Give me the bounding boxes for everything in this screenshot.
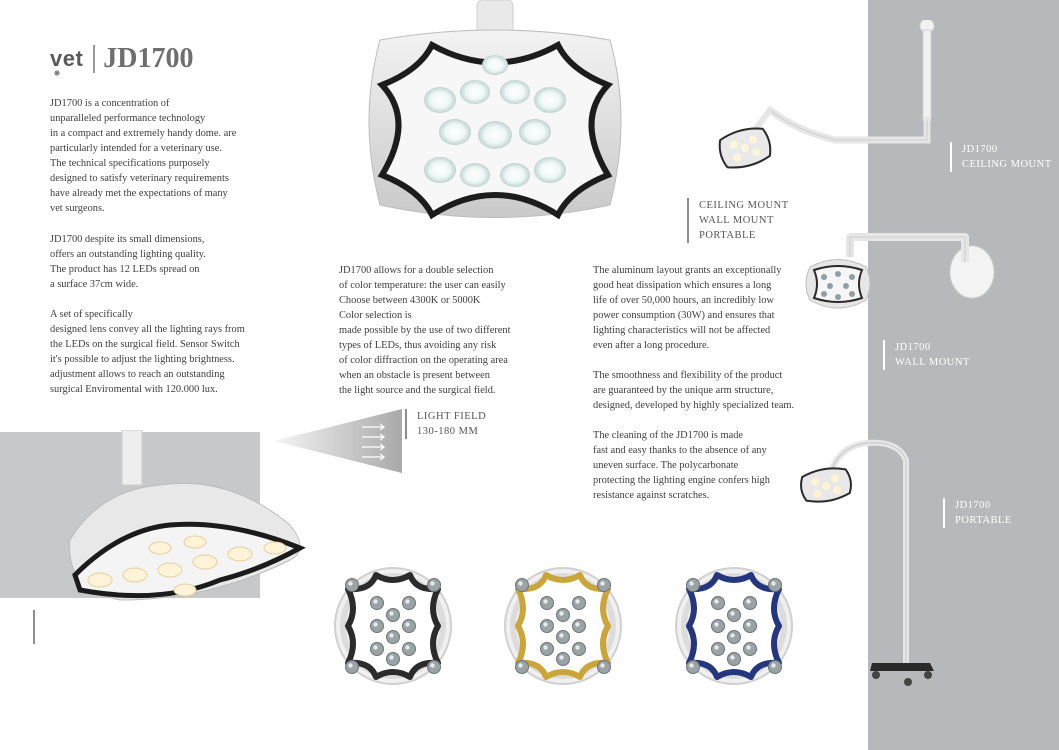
light-field-label bbox=[405, 409, 486, 439]
ceiling-mount-lamp-image bbox=[715, 20, 945, 170]
mount-options-list bbox=[687, 198, 789, 243]
portable-label-type: PORTABLE bbox=[955, 515, 1012, 526]
dimensions-paragraph: JD1700 despite its small dimensions, offers an outstanding lighting quality. The product has 12 LEDs spread on a surface 37cm wide. bbox=[50, 234, 206, 290]
intro-paragraph: JD1700 is a concentration of unparalleled performance technology in a compact and extremely handy dome. are particularly intended for a veterinary use. The technical specifications purposely designed to satisfy veterinary requirements have already met the expectations of many vet surgeons. bbox=[50, 98, 237, 214]
lens-paragraph: A set of specifically designed lens convey all the lighting rays from the LEDs on the surgical field. Sensor Switch it's possible to adjust the lighting brightness. adjustment allows to reach an outstanding surgical Enviromental with 120.000 lux. bbox=[50, 309, 245, 395]
mount-option-wall: WALL MOUNT bbox=[699, 215, 774, 226]
light-field-range: 130-180 MM bbox=[417, 426, 479, 437]
brand-logo bbox=[50, 46, 83, 72]
wall-label-model: JD1700 bbox=[895, 342, 931, 353]
lamp-variant-black bbox=[330, 563, 456, 689]
portable-lamp-image bbox=[800, 435, 940, 690]
lamp-variant-gold bbox=[500, 563, 626, 689]
portable-label bbox=[943, 498, 1012, 528]
ceiling-label-type: CEILING MOUNT bbox=[962, 159, 1052, 170]
wall-mount-label bbox=[883, 340, 970, 370]
brand-header bbox=[50, 43, 194, 75]
color-temperature-paragraph: JD1700 allows for a double selection of color temperature: the user can easily Choose between 4300K or 5000K Color selection is made possible by the use of two different types of LEDs, thus avoiding any risk of color diffraction on the operating area when an obstacle is present between the light source and the surgical field. bbox=[339, 265, 511, 396]
wall-label-type: WALL MOUNT bbox=[895, 357, 970, 368]
brand-logo-text: vet bbox=[50, 46, 84, 71]
arm-structure-paragraph: The smoothness and flexibility of the product are guaranteed by the unique arm structure, designed, developed by highly specialized team. bbox=[593, 370, 795, 411]
light-field-title: LIGHT FIELD bbox=[417, 411, 487, 422]
ceiling-mount-label bbox=[950, 142, 1052, 172]
asterisk-icon bbox=[54, 70, 60, 76]
mount-option-portable: PORTABLE bbox=[699, 230, 756, 241]
wall-mount-lamp-image bbox=[800, 222, 1000, 322]
brand-divider bbox=[93, 45, 95, 73]
hero-lamp-front-image bbox=[360, 0, 630, 235]
decorative-divider bbox=[33, 610, 35, 644]
cleaning-paragraph: The cleaning of the JD1700 is made fast and easy thanks to the absence of any uneven surface. The polycarbonate protecting the lighting engine confers high resistance against scratches. bbox=[593, 430, 770, 501]
lamp-variant-blue bbox=[671, 563, 797, 689]
brand-model-title: JD1700 bbox=[103, 43, 194, 74]
aluminum-paragraph: The aluminum layout grants an exceptionally good heat dissipation which ensures a long life of over 50,000 hours, an incredibly low power consumption (30W) and ensures that lighting characteristics will not be affected even after a long procedure. bbox=[593, 265, 782, 351]
ceiling-label-model: JD1700 bbox=[962, 144, 998, 155]
mount-option-ceiling: CEILING MOUNT bbox=[699, 200, 789, 211]
portable-label-model: JD1700 bbox=[955, 500, 991, 511]
light-field-cone-graphic bbox=[272, 405, 407, 477]
